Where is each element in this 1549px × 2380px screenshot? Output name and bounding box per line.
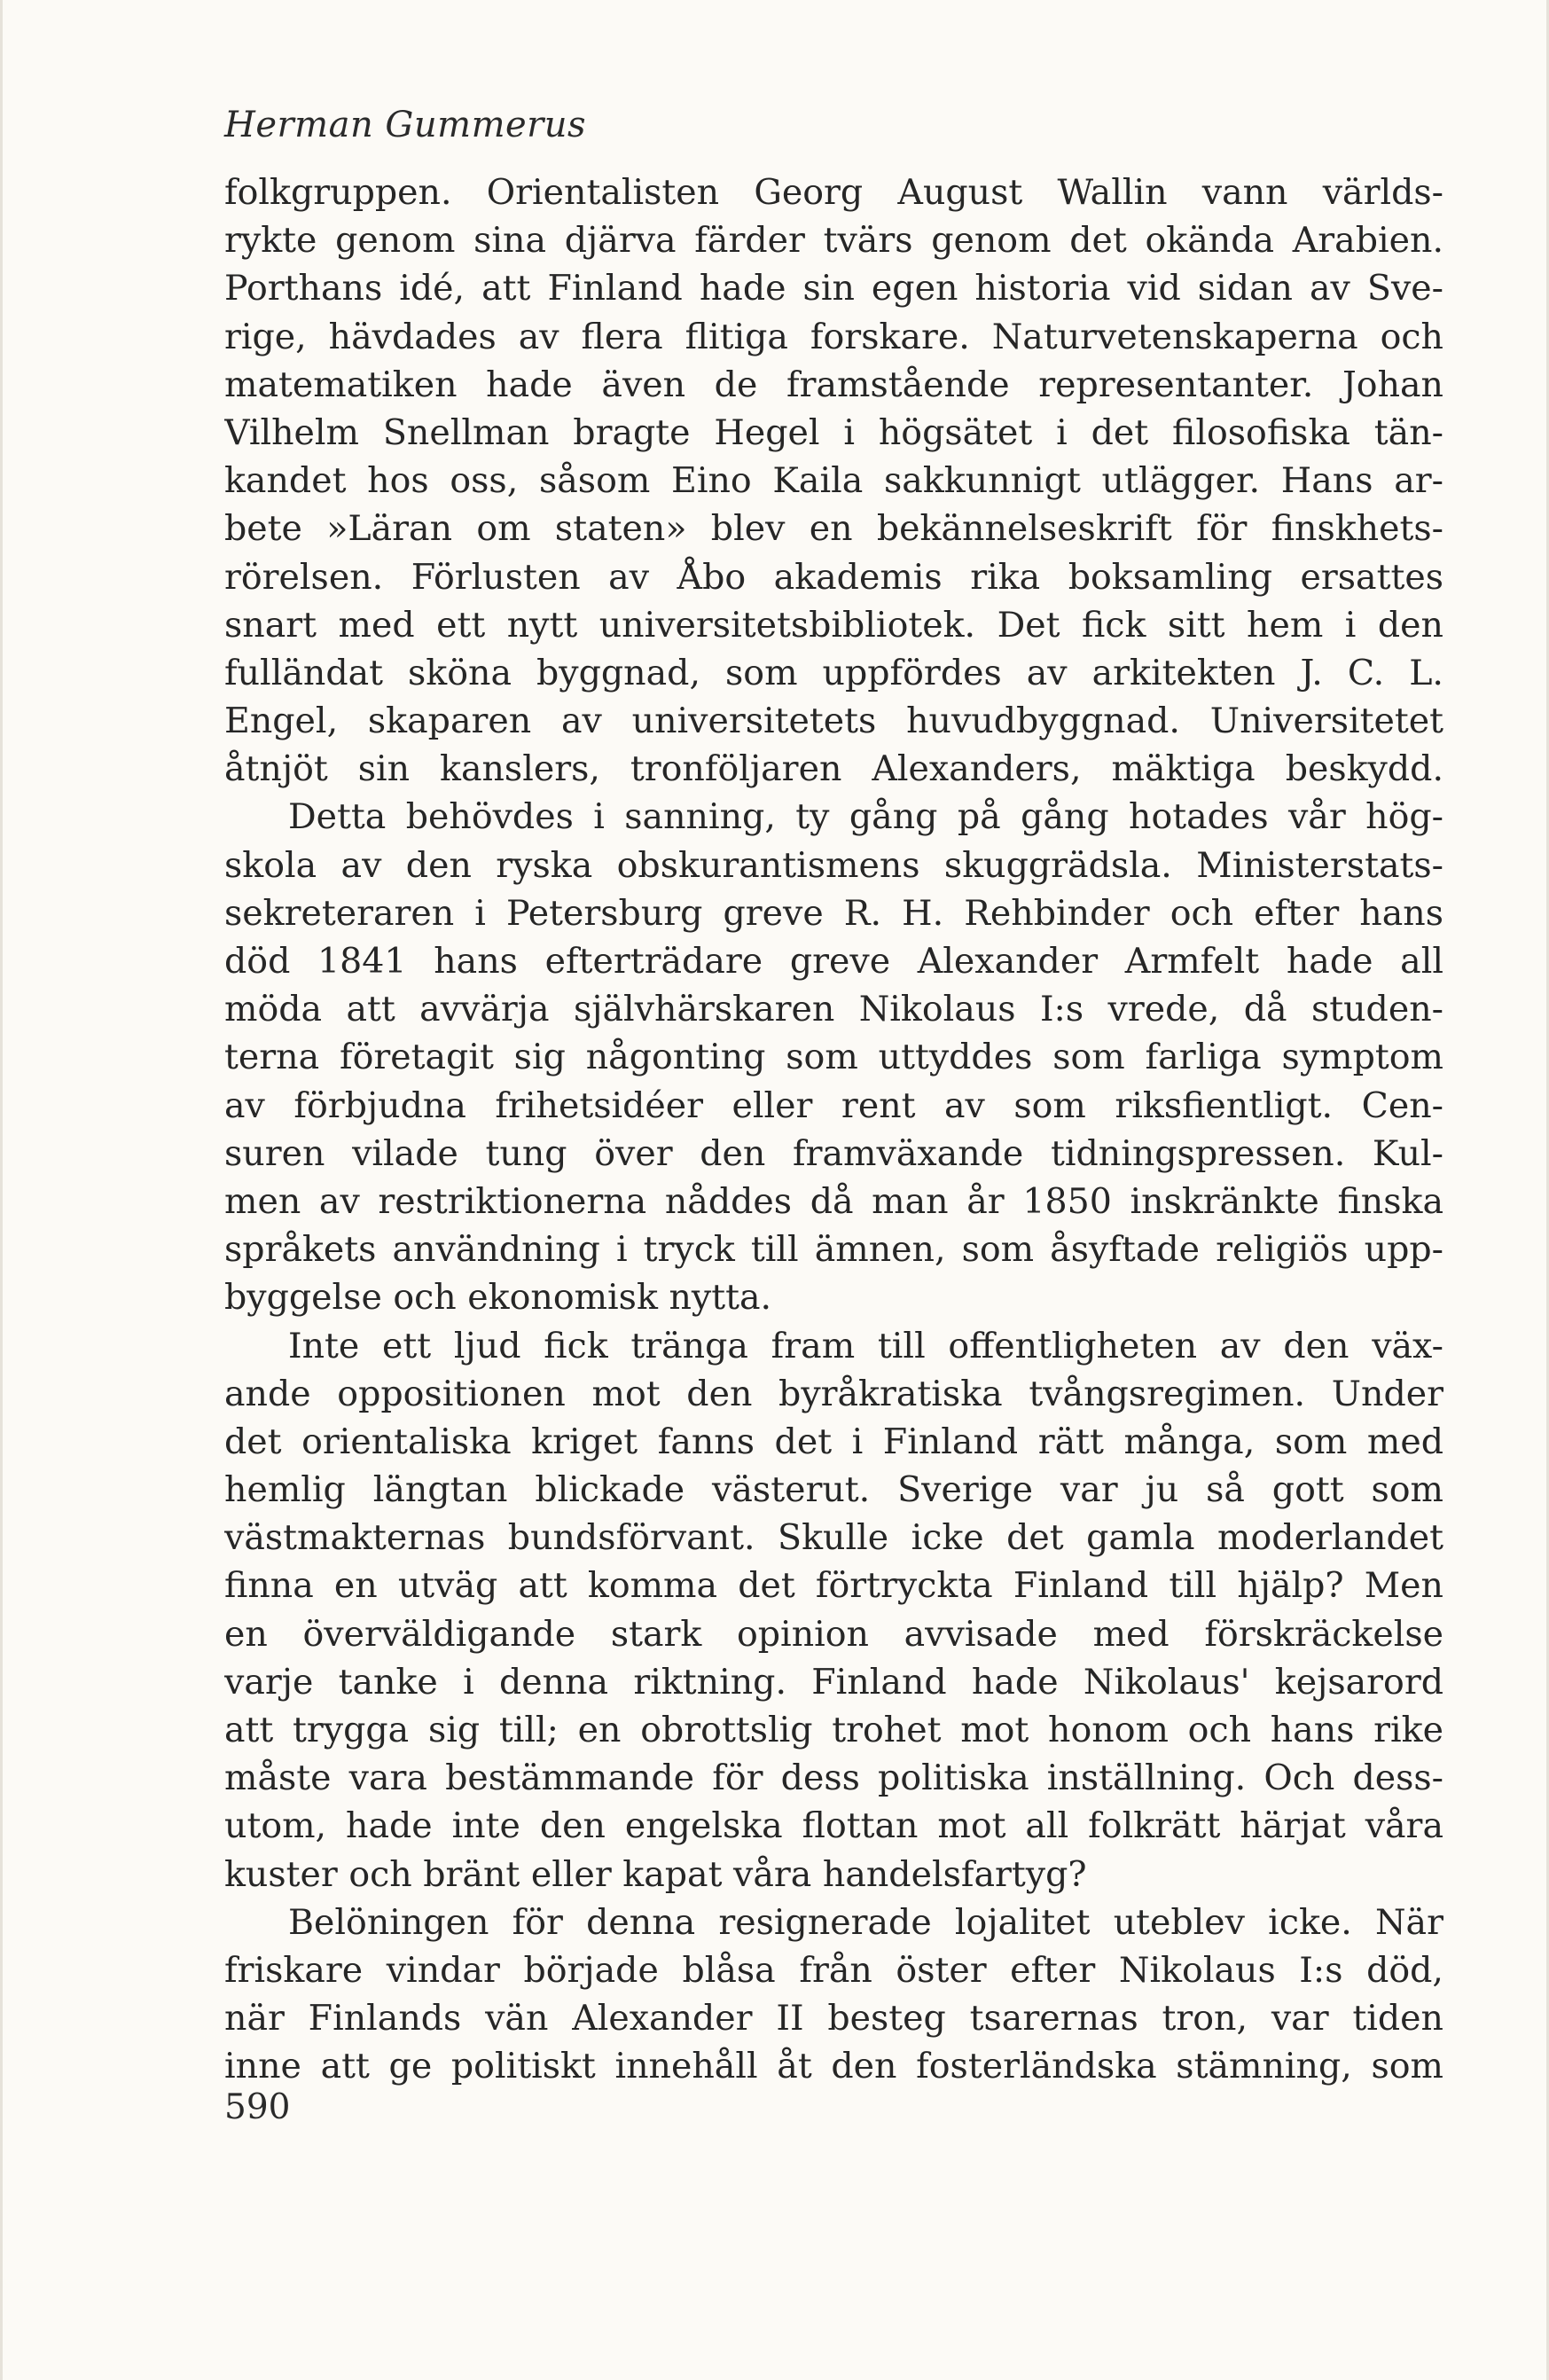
text-line: att trygga sig till; en obrottslig trohet mot honom och hans rike: [224, 1710, 1443, 1750]
text-line: sekreteraren i Petersburg greve R. H. Rehbinder och efter hans: [224, 892, 1443, 934]
text-line: det orientaliska kriget fanns det i Finland rätt många, som med: [224, 1421, 1443, 1462]
text-line: ande oppositionen mot den byråkratiska tvångsregimen. Under: [224, 1373, 1443, 1414]
text-line: rykte genom sina djärva färder tvärs genom det okända Arabien.: [224, 220, 1443, 262]
text-line: fulländat sköna byggnad, som uppfördes av arkitekten J. C. L.: [224, 652, 1443, 693]
text-line: folkgruppen. Orientalisten Georg August Wallin vann världs-: [224, 172, 1443, 213]
text-line: terna företagit sig någonting som uttyddes som farliga symptom: [224, 1037, 1443, 1078]
text-line: när Finlands vän Alexander II besteg tsarernas tron, var tiden: [224, 1998, 1443, 2039]
text-line: kandet hos oss, såsom Eino Kaila sakkunnigt utlägger. Hans ar-: [224, 460, 1443, 502]
text-line: men av restriktionerna nåddes då man år 1850 inskränkte finska: [224, 1180, 1443, 1222]
running-head: Herman Gummerus: [224, 105, 587, 145]
text-line: språkets användning i tryck till ämnen, som åsyftade religiös upp-: [224, 1229, 1443, 1271]
paragraph-start-line: Detta behövdes i sanning, ty gång på gång hotades vår hög-: [288, 796, 1443, 838]
text-line: snart med ett nytt universitetsbibliotek. Det fick sitt hem i den: [224, 604, 1443, 646]
paragraph-start-line: Inte ett ljud fick tränga fram till offentligheten av den väx-: [288, 1325, 1443, 1366]
text-line: rörelsen. Förlusten av Åbo akademis rika boksamling ersattes: [224, 556, 1443, 598]
body-text: [224, 168, 1443, 2091]
text-line: varje tanke i denna riktning. Finland hade Nikolaus' kejsarord: [224, 1661, 1443, 1703]
text-line: möda att avvärja självhärskaren Nikolaus I:s vrede, då studen-: [224, 989, 1443, 1030]
paragraph-end-line: byggelse och ekonomisk nytta.: [224, 1277, 772, 1319]
paragraph-end-line: kuster och bränt eller kapat våra handelsfartyg?: [224, 1853, 1087, 1895]
text-line: rige, hävdades av flera flitiga forskare. Naturvetenskaperna och: [224, 316, 1443, 357]
text-line: skola av den ryska obskurantismens skuggrädsla. Ministerstats-: [224, 844, 1443, 886]
text-line: av förbjudna frihetsidéer eller rent av som riksfientligt. Cen-: [224, 1084, 1443, 1126]
text-line: bete »Läran om staten» blev en bekännelseskrift för finskhets-: [224, 508, 1443, 550]
text-line: måste vara bestämmande för dess politiska inställning. Och dess-: [224, 1758, 1443, 1799]
paragraph-start-line: Belöningen för denna resignerade lojalitet uteblev icke. När: [288, 1901, 1443, 1943]
text-line: västmakternas bundsförvant. Skulle icke det gamla moderlandet: [224, 1517, 1443, 1559]
text-line: friskare vindar började blåsa från öster efter Nikolaus I:s död,: [224, 1949, 1443, 1991]
text-line: finna en utväg att komma det förtryckta Finland till hjälp? Men: [224, 1565, 1443, 1607]
text-line: hemlig längtan blickade västerut. Sverige var ju så gott som: [224, 1469, 1443, 1511]
text-line: utom, hade inte den engelska flottan mot all folkrätt härjat våra: [224, 1805, 1443, 1847]
text-line: död 1841 hans efterträdare greve Alexander Armfelt hade all: [224, 941, 1443, 982]
page-number: 590: [224, 2087, 291, 2127]
text-line: Vilhelm Snellman bragte Hegel i högsätet i det filosofiska tän-: [224, 411, 1443, 453]
text-line: åtnjöt sin kanslers, tronföljaren Alexanders, mäktiga beskydd.: [224, 748, 1443, 790]
text-line: matematiken hade även de framstående representanter. Johan: [224, 364, 1443, 405]
text-line: Engel, skaparen av universitetets huvudbyggnad. Universitetet: [224, 701, 1443, 742]
text-line: Porthans idé, att Finland hade sin egen historia vid sidan av Sve-: [224, 268, 1443, 309]
text-line: suren vilade tung över den framväxande tidningspressen. Kul-: [224, 1132, 1443, 1174]
text-line: inne att ge politiskt innehåll åt den fosterländska stämning, som: [224, 2046, 1443, 2087]
text-line: en överväldigande stark opinion avvisade med förskräckelse: [224, 1613, 1443, 1655]
